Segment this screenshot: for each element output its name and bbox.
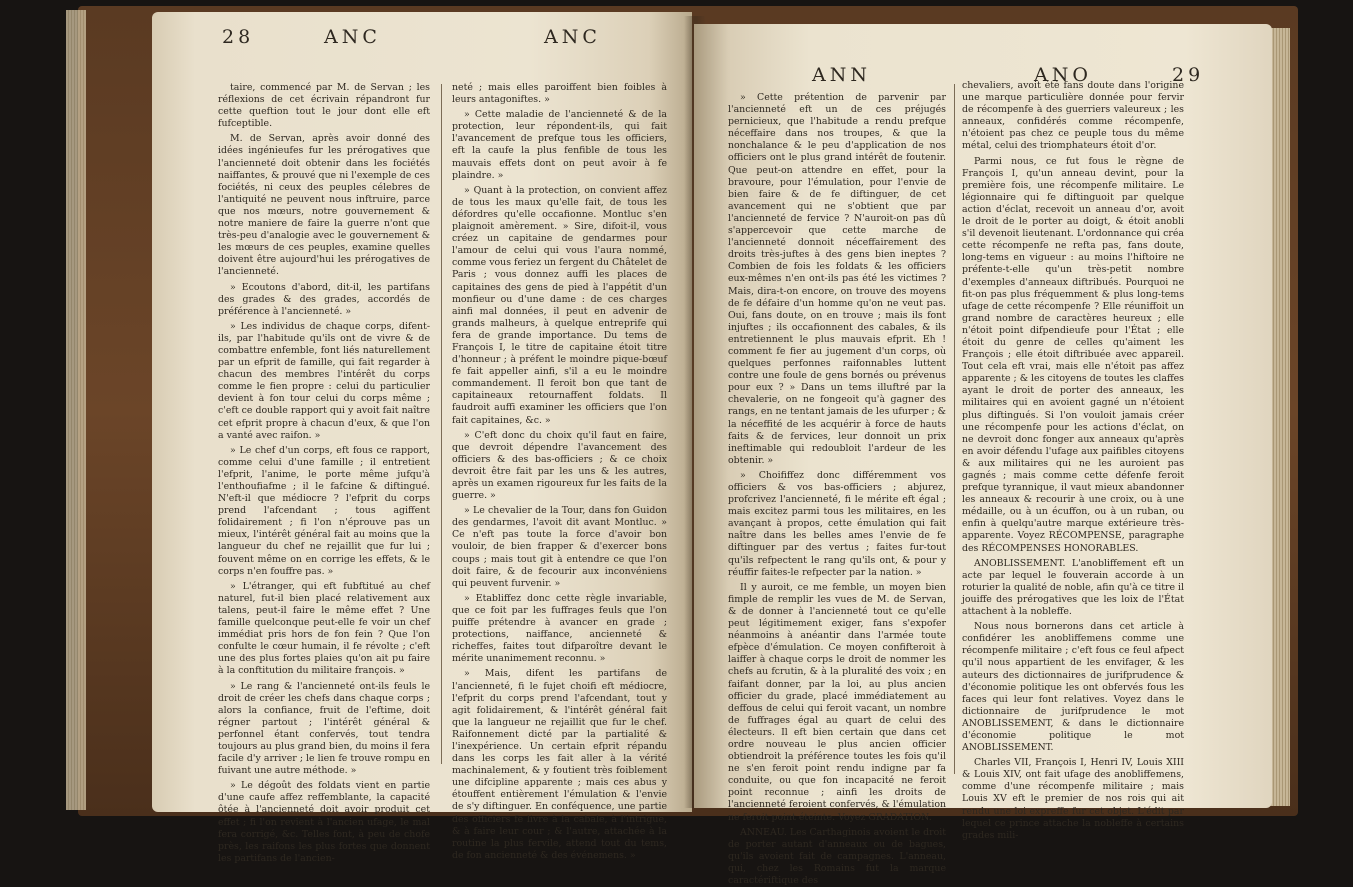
paragraph: » Cette prétention de parvenir par l'ancienneté eft un de ces préjugés pernicieux, que l'habitude a rendu prefque néceffaire dans nos troupes, & que la nonchalance & le peu d'application de nos officiers ont le plus grand intérêt de foutenir. Que peut-on attendre en effet, pour la bravoure, pour l'émulation, pour l'envie de bien faire & de fe diftinguer, de cet avancement qui ne s'obtient que par l'ancienneté de fervice ? N'auroit-on pas dû s'appercevoir que cette marche de l'ancienneté donnoit néceffairement des droits très-juftes à des gens bien ineptes ? Combien de fois les foldats & les officiers eux-mêmes n'en ont-ils pas été les victimes ? Mais, dira-t-on encore, on trouve des moyens de fe défaire d'un homme qu'on ne veut pas. Oui, fans doute, on en trouve ; mais ils font injuftes ; ils occafionnent des cabales, & ils entretiennent le plus mauvais efprit. Eh ! comment fe fier au jugement d'un corps, où quelques perfonnes raifonnables luttent contre une foule de gens bornés ou prévenus pour eux ? » Dans un tems illuftré par la chevalerie, on ne fongeoit qu'à gagner des rangs, en ne tentant jamais de les ufurper ; & la néceffité de les acquérir à force de hauts faits & de fervices, leur donnoit un prix ineftimable qui redoubloit l'ardeur de les obtenir. »: [728, 92, 946, 466]
column-rule: [441, 84, 442, 764]
page-number: 28: [222, 26, 255, 48]
paragraph: » Quant à la protection, on convient affez de tous les maux qu'elle fait, de tous les défordres qu'elle occafionne. Montluc s'en plaignoit amèrement. » Sire, difoit-il, vous créez un capitaine de gendarmes pour l'amour de celui qui vous l'aura nommé, comme vous feriez un fergent du Châtelet de Paris ; vous donnez auffi les places de capitaines des gens de pied à l'appétit d'un monfieur ou d'une dame : de ces charges ainfi mal données, il peut en advenir de grands malheurs, à quelque entreprife qui fera de grande importance. Du tems de François I, le titre de capitaine étoit titre d'honneur ; à préfent le moindre pique-bœuf fe fait appeller ainfi, s'il a eu le moindre commandement. Il feroit bon que tant de capitaineaux retournaffent foldats. Il faudroit auffi examiner les officiers que l'on fait capitaines, &c. »: [452, 184, 667, 426]
paragraph: ANOBLISSEMENT. L'anobliffement eft un acte par lequel le fouverain accorde à un roturier la qualité de noble, afin qu'à ce titre il jouiffe des prérogatives que les loix de l'État attachent à la nobleffe.: [962, 557, 1184, 618]
paragraph: » L'étranger, qui eft fubftitué au chef naturel, fut-il bien placé relativement aux talens, peut-il faire le même effet ? Une famille quelconque peut-elle fe voir un chef immédiat pris hors de fon fein ? Que l'on confulte le cœur humain, il fe révolte ; c'eft une des plus fortes plaies qu'on ait pu faire à la conftitution du militaire françois. »: [218, 580, 430, 677]
right-page-column-2: [962, 80, 1184, 841]
paragraph: ANNEAU. Les Carthaginois avoient le droit de porter autant d'anneaux ou de bagues, qu'ils avoient fait de campagnes. L'anneau, qui, chez les Romains fut la marque caractériftique des: [728, 826, 946, 886]
paragraph: neté ; mais elles paroiffent bien foibles à leurs antagoniftes. »: [452, 82, 667, 106]
paragraph: Charles VII, François I, Henri IV, Louis XIII & Louis XIV, ont fait ufage des anobliffemens, comme d'une récompenfe militaire ; mais Louis XV eft le premier de nos rois qui ait rendu une loi expreffe fur cet objet. L'édit par lequel ce prince attache la nobleffe à certains grades mili-: [962, 757, 1184, 841]
paragraph: Parmi nous, ce fut fous le règne de François I, qu'un anneau devint, pour la première fois, une récompenfe militaire. Le légionnaire qui fe diftinguoit par quelque action d'éclat, recevoit un anneau d'or, avoit le droit de le porter au doigt, & étoit anobli s'il devenoit lieutenant. L'ordonnance qui créa cette récompenfe ne refta pas, fans doute, long-tems en vigueur : au moins l'hiftoire ne préfente-t-elle qu'un très-petit nombre d'exemples d'anneaux diftribués. Pourquoi ne fit-on pas plus fréquemment & plus long-tems ufage de cette récompenfe ? Elle réuniffoit un grand nombre de caractères heureux ; elle n'étoit point difpendieufe pour l'État ; elle étoit du genre de celles qu'aiment les François ; elle étoit diftribuée avec appareil. Tout cela eft vrai, mais elle n'étoit pas affez apparente ; & les citoyens de toutes les claffes ayant le droit de porter des anneaux, les militaires qui en avoient gagné un n'étoient plus diftingués. Si l'on vouloit jamais créer une récompenfe pour les actions d'éclat, on ne devroit donc fonger aux anneaux qu'après en avoir défendu l'ufage aux paifibles citoyens & aux militaires qui ne les auroient pas gagnés ; mais comme cette défenfe feroit prefque tyrannique, il vaut mieux abandonner les anneaux & recourir à une croix, ou à une médaille, ou à un écuffon, ou à un ruban, ou enfin à quelqu'autre marque extérieure très-apparente. Voyez RÉCOMPENSE, paragraphe des RÉCOMPENSES HONORABLES.: [962, 155, 1184, 554]
paragraph: » Le chevalier de la Tour, dans fon Guidon des gendarmes, l'avoit dit avant Montluc. » Ce n'eft pas toute la force d'avoir bon vouloir, de bien frapper & d'exercer bons coups ; mais tout git à entendre ce que l'on doit faire, & de fecourir aux inconvéniens qui peuvent furvenir. »: [452, 505, 667, 589]
left-page: [152, 12, 692, 864]
paragraph: Il y auroit, ce me femble, un moyen bien fimple de remplir les vues de M. de Servan, & de donner à l'ancienneté tout ce qu'elle peut légitimement exiger, fans s'expofer néanmoins à anéantir dans l'armée toute efpèce d'émulation. Ce moyen confifteroit à laiffer à chaque corps le droit de nommer les chefs au fcrutin, & à la pluralité des voix ; en faifant donner, par la loi, au plus ancien officier du grade, placé immédiatement au deffous de celui qui feroit vacant, un nombre de fuffrages égal au quart de celui des électeurs. Il eft bien certain que dans cet ordre nouveau le plus ancien officier obtiendroit la préférence toutes les fois qu'il ne s'en feroit point rendu indigne par fa conduite, ou que fon incapacité ne feroit point reconnue ; ainfi les droits de l'ancienneté feroient confervés, & l'émulation ne feroit point éteinte. Voyez GRADATION.: [728, 581, 946, 823]
right-page: [694, 24, 1272, 886]
left-page-column-1: [218, 82, 430, 864]
paragraph: chevaliers, avoit été fans doute dans l'origine une marque particulière donnée pour fervir de récompenfe à des guerriers valeureux ; les anneaux, confidérés comme récompenfe, n'étoient pas chez ce peuple tous du même métal, celui des triomphateurs étoit d'or.: [962, 80, 1184, 152]
right-page-column-1: [728, 92, 946, 886]
left-page-column-2: [452, 82, 667, 861]
paragraph: » Ecoutons d'abord, dit-il, les partifans des grades & des grades, accordés de préférence à l'ancienneté. »: [218, 281, 430, 317]
paragraph: taire, commencé par M. de Servan ; les réflexions de cet écrivain répandront fur cette queftion tout le jour dont elle eft fufceptible.: [218, 82, 430, 130]
paragraph: » Les individus de chaque corps, difent-ils, par l'habitude qu'ils ont de vivre & de combattre enfemble, font liés naturellement par un efprit de famille, qui fait regarder à chacun des membres l'intérêt du corps comme le fien propre : celui du particulier devient à fon tour celui du corps même ; c'eft ce double rapport qui y avoit fait naître cet efprit propre à chacun d'eux, & que l'on a vanté avec raifon. »: [218, 320, 430, 441]
paragraph: » Cette maladie de l'ancienneté & de la protection, leur répondent-ils, qui fait l'avancement de prefque tous les officiers, eft la caufe la plus fenfible de tous les mauvais effets dont on peut avoir à fe plaindre. »: [452, 109, 667, 181]
running-head-left: ANN: [812, 64, 871, 86]
left-page-header: [152, 26, 692, 54]
paragraph: » Le rang & l'ancienneté ont-ils feuls le droit de créer les chefs dans chaque corps ; alors la confiance, fruit de l'eftime, doit régner partout ; l'intérêt général & perfonnel étant confervés, tout tendra toujours au plus grand bien, du moins il fera facile d'y arriver ; le lien fe trouve rompu en fuivant une autre méthode. »: [218, 680, 430, 777]
paragraph: » Choififfez donc différemment vos officiers & vos bas-officiers ; abjurez, profcrivez l'ancienneté, fi le mérite eft égal ; mais excitez parmi tous les militaires, en les avançant à propos, cette émulation qui fait naître dans les belles ames l'envie de fe diftinguer par des vertus ; faites fur-tout qu'ils refpectent le rang qu'ils ont, & pour y réuffir faites-le refpecter par la nation. »: [728, 469, 946, 578]
page-number: 29: [1172, 64, 1205, 86]
paragraph: » Mais, difent les partifans de l'ancienneté, fi le fujet choifi eft médiocre, l'efprit du corps prend l'afcendant, tout y agit folidairement, & l'intérêt général fait que la langueur ne rejaillit que fur le chef. Raifonnement dicté par la partialité & l'inexpérience. Un certain efprit répandu dans les corps les fait aller à la vérité machinalement, & y foutient très foiblement une difcipline apparente ; mais ces abus y étouffent entièrement l'émulation & l'envie de s'y diftinguer. En conféquence, une partie des officiers fe livre à la cabale, à l'intrigue, & à faire leur cour ; & l'autre, attachée à la routine la plus fervile, attend tout du tems, de fon ancienneté & des événemens. »: [452, 668, 667, 861]
paragraph: » Etabliffez donc cette règle invariable, que ce foit par les fuffrages feuls que l'on puiffe prétendre à avancer en grade ; protections, naiffance, ancienneté & richeffes, faites tout difparoître devant le mérite unanimement reconnu. »: [452, 592, 667, 665]
paragraph: M. de Servan, après avoir donné des idées ingénieufes fur les prérogatives que l'ancienneté doit obtenir dans les fociétés naiffantes, & prouvé que ni l'exemple de ces fociétés, ni ceux des peuples célebres de l'antiquité ne peuvent nous inftruire, parce que nos mœurs, notre gouvernement & notre maniere de faire la guerre n'ont que très-peu d'analogie avec le gouvernement & les mœurs de ces peuples, examine quelles doivent être aujourd'hui les prérogatives de l'ancienneté.: [218, 133, 430, 278]
paragraph: » C'eft donc du choix qu'il faut en faire, que devroit dépendre l'avancement des officiers & des bas-officiers ; & ce choix devroit être fait par les uns & les autres, après un examen rigoureux fur les faits de la guerre. »: [452, 429, 667, 502]
running-head-right: ANO: [1034, 64, 1092, 86]
running-head-left: ANC: [324, 26, 381, 48]
paragraph: » Le dégoût des foldats vient en partie d'une caufe affez reffemblante, la capacité ôtée à l'ancienneté doit avoir produit cet effet ; fi l'on revient à l'ancien ufage, le mal fera corrigé, &c. Telles font, à peu de chofe près, les raifons les plus fortes que donnent les partifans de l'ancien-: [218, 780, 430, 864]
column-rule: [954, 84, 955, 774]
left-page-edges: [66, 10, 86, 810]
paragraph: Nous nous bornerons dans cet article à confidérer les anobliffemens comme une récompenfe militaire ; c'eft fous ce feul afpect qu'il nous appartient de les envifager, & les auteurs des dictionnaires de jurifprudence & d'économie politique les ont obfervés fous les faces qui leur font relatives. Voyez dans le dictionnaire de jurifprudence le mot ANOBLISSEMENT, & dans le dictionnaire d'économie politique le mot ANOBLISSEMENT.: [962, 621, 1184, 754]
paragraph: » Le chef d'un corps, eft fous ce rapport, comme celui d'une famille ; il entretient l'efprit, l'anime, le porte même jufqu'à l'enthoufiafme ; il le fafcine & diftingué. N'eft-il que médiocre ? l'efprit du corps prend l'afcendant ; tous agiffent folidairement ; fi l'on n'éprouve pas un mieux, l'intérêt général fait au moins que la langueur du chef ne rejaillit que fur lui ; fouvent même on en corrige les effets, & le corps n'en fouffre pas. »: [218, 444, 430, 577]
running-head-right: ANC: [544, 26, 601, 48]
